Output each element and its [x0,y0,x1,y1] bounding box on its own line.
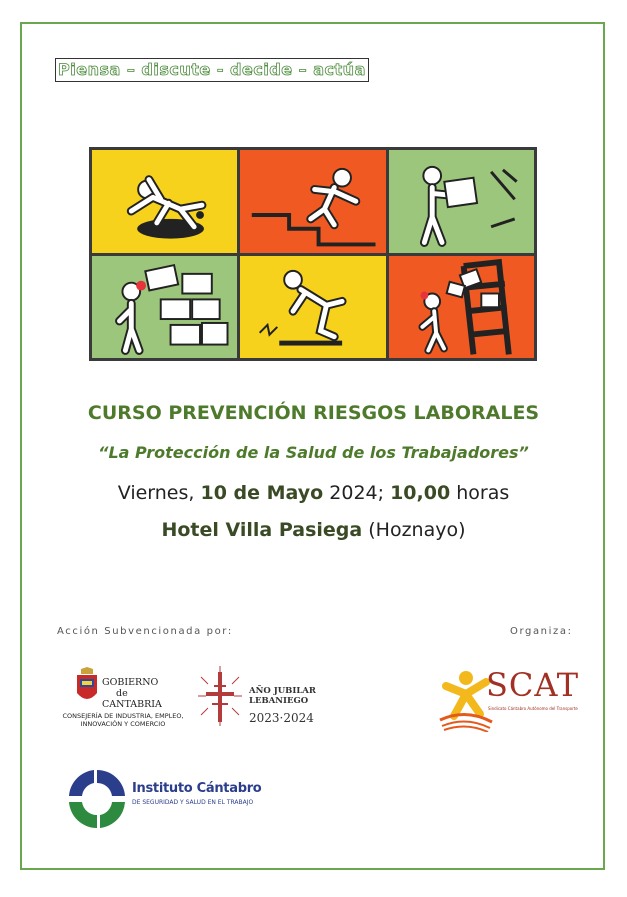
jubilar-line1: AÑO JUBILAR [249,686,316,696]
gobierno-line2: de [116,688,128,699]
falling-boxes-icon [92,256,237,359]
instituto-cantabro-logo [66,766,266,834]
gobierno-cantabria-logo [58,665,188,735]
time-suffix: horas [450,482,510,504]
ano-jubilar-logo [196,664,336,728]
venue-location: (Hoznayo) [362,519,466,541]
jubilar-years: 2023·2024 [249,711,314,725]
jubilar-line2: LEBANIEGO [249,696,309,706]
gobierno-line1: GOBIERNO [102,677,159,688]
instituto-name: Instituto Cántabro [132,781,262,796]
trip-hazard-icon [240,256,385,359]
coat-of-arms-icon [74,667,100,705]
scat-name: SCAT [486,666,580,704]
course-title: CURSO PREVENCIÓN RIESGOS LABORALES [87,402,540,424]
course-subtitle: “La Protección de la Salud de los Trabajadores” [98,443,529,462]
motto-text: Piensa – discute - decide – actúa [55,58,369,82]
stairs-fall-icon [240,150,385,253]
date-prefix: Viernes, [117,482,201,504]
venue-name: Hotel Villa Pasiega [161,519,363,541]
hazard-pictogram-grid [89,147,537,361]
carrying-load-icon [389,150,534,253]
lebaniego-cross-icon [196,664,244,728]
scat-tagline: Sindicato Cántabro Autónomo del Transporte [488,706,578,711]
slip-hazard-icon [92,150,237,253]
shelf-collapse-icon [389,256,534,359]
scat-logo [436,664,580,734]
year-separator: 2024; [323,482,391,504]
organizer-label: Organiza: [510,626,573,637]
instituto-swoosh-icon [66,766,128,830]
gobierno-dept-line2: INNOVACIÓN Y COMERCIO [80,720,166,728]
course-date: 10 de Mayo [200,482,324,504]
subsidized-label: Acción Subvencionada por: [57,626,233,637]
course-venue-line [0,519,627,541]
instituto-tagline: DE SEGURIDAD Y SALUD EN EL TRABAJO [132,799,254,806]
gobierno-line3: CANTABRIA [102,699,162,710]
course-time: 10,00 [390,482,451,504]
course-date-line [0,482,627,504]
gobierno-dept-line1: CONSEJERÍA DE INDUSTRIA, EMPLEO, [62,712,184,720]
